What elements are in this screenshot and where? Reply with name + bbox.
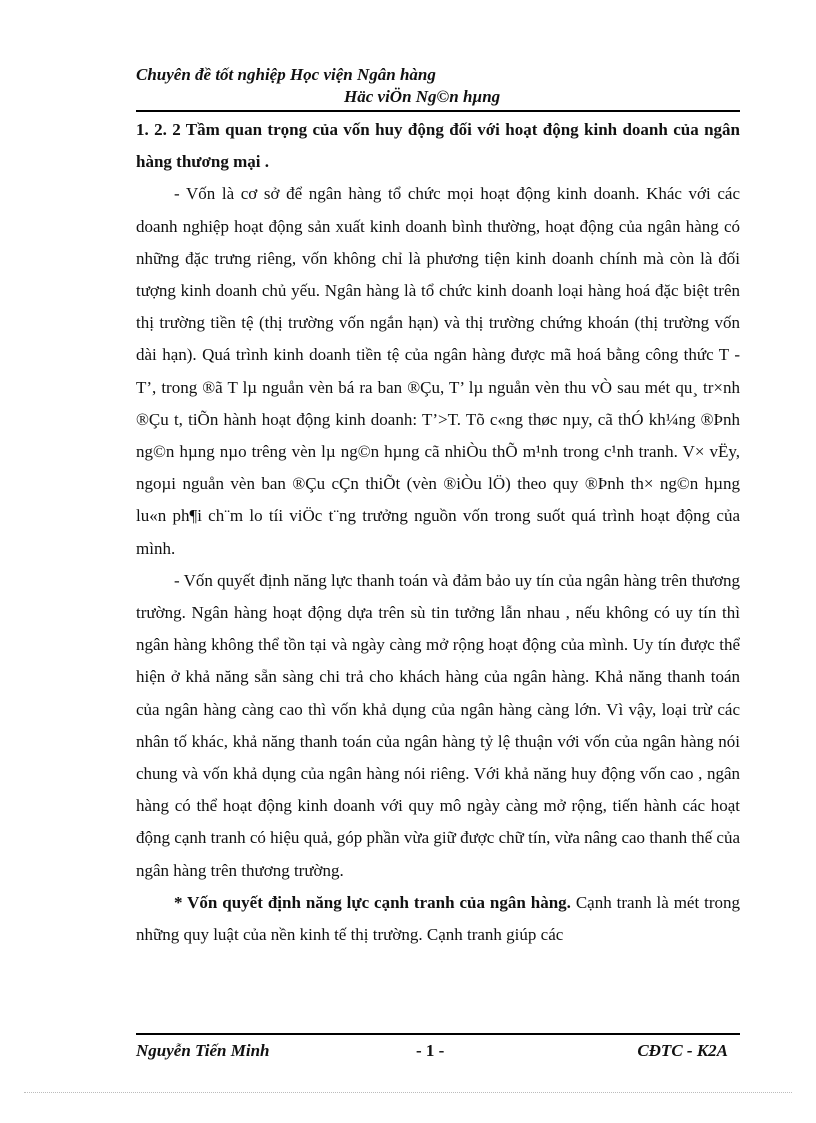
page-bottom-edge — [24, 1092, 792, 1093]
paragraph-2: - Vốn quyết định năng lực thanh toán và đảm bảo uy tín của ngân hàng trên thương trường. Ngân hàng hoạt động dựa trên sù tin tưởng lẫn nhau , nếu không có uy tín thì ngân hàng không thể tồn tại và ngày càng mở rộng hoạt động của mình. Uy tín được thể hiện ở khả năng sẵn sàng chi trả cho khách hàng của ngân hàng. Khả năng thanh toán của ngân hàng càng cao thì vốn khả dụng của ngân hàng càng lớn. Vì vậy, loại trừ các nhân tố khác, khả năng thanh toán của ngân hàng tỷ lệ thuận với vốn của ngân hàng nói chung và vốn khả dụng của ngân hàng nói riêng. Với khả năng huy động vốn cao , ngân hàng có thể hoạt động kinh doanh với quy mô ngày càng mở rộng, tiến hành các hoạt động cạnh tranh có hiệu quả, góp phần vừa giữ được chữ tín, vừa nâng cao thanh thế của ngân hàng trên thương trường. — [136, 570, 740, 880]
paragraph-3-text: Cạnh tranh là mét trong những quy luật của nền kinh tế thị trường. Cạnh tranh giúp các — [136, 892, 740, 945]
header-subtitle: Häc viÖn Ng©n hµng — [344, 87, 501, 106]
page-header — [136, 64, 740, 112]
footer-class-code: CĐTC - K2A — [637, 1041, 728, 1060]
document-body — [136, 114, 740, 951]
paragraph-3-bold-lead: * Vốn quyết định năng lực cạnh tranh của ngân hàng. — [174, 892, 571, 912]
section-heading: 1. 2. 2 Tầm quan trọng của vốn huy động đối với hoạt động kinh doanh của ngân hàng thương mại . — [136, 120, 740, 172]
paragraph-3 — [136, 887, 740, 951]
footer-author: Nguyễn Tiến Minh — [136, 1041, 270, 1060]
page-footer — [136, 1033, 740, 1065]
header-title: Chuyên đề tốt nghiệp Học viện Ngân hàng — [136, 65, 436, 84]
paragraph-1: - Vốn là cơ sở để ngân hàng tổ chức mọi hoạt động kinh doanh. Khác với các doanh nghiệp hoạt động sản xuất kinh doanh bình thường, hoạt động của ngân hàng có những đặc trưng riêng, vốn không chỉ là phương tiện kinh doanh chính mà còn là đối tượng kinh doanh chủ yếu. Ngân hàng là tổ chức kinh doanh loại hàng hoá đặc biệt trên thị trường tiền tệ (thị trường vốn ngắn hạn) và thị trường chứng khoán (thị trường vốn dài hạn). Quá trình kinh doanh tiền tệ của ngân hàng được mã hoá bằng công thức T - T’, trong ®ã T lµ nguån vèn bá ra ban ®Çu, T’ lµ nguån vèn thu vÒ sau mét qu¸ tr×nh ®Çu t, tiÕn hành hoạt động kinh doanh: T’>T. Tõ c«ng thøc nµy, cã thÓ kh¼ng ®Þnh ng©n hµng nµo trêng vèn lµ ng©n hµng cã nhiÒu thÕ m¹nh trong c¹nh tranh. V× vËy, ngoµi nguån vèn ban ®Çu cÇn thiÕt (vèn ®iÒu lÖ) theo quy ®Þnh th× ng©n hµng lu«n ph¶i ch¨m lo tíi viÖc t¨ng trưởng nguồn vốn trong suốt quá trình hoạt động của mình. — [136, 184, 740, 558]
footer-page-number: - 1 - — [416, 1041, 445, 1060]
